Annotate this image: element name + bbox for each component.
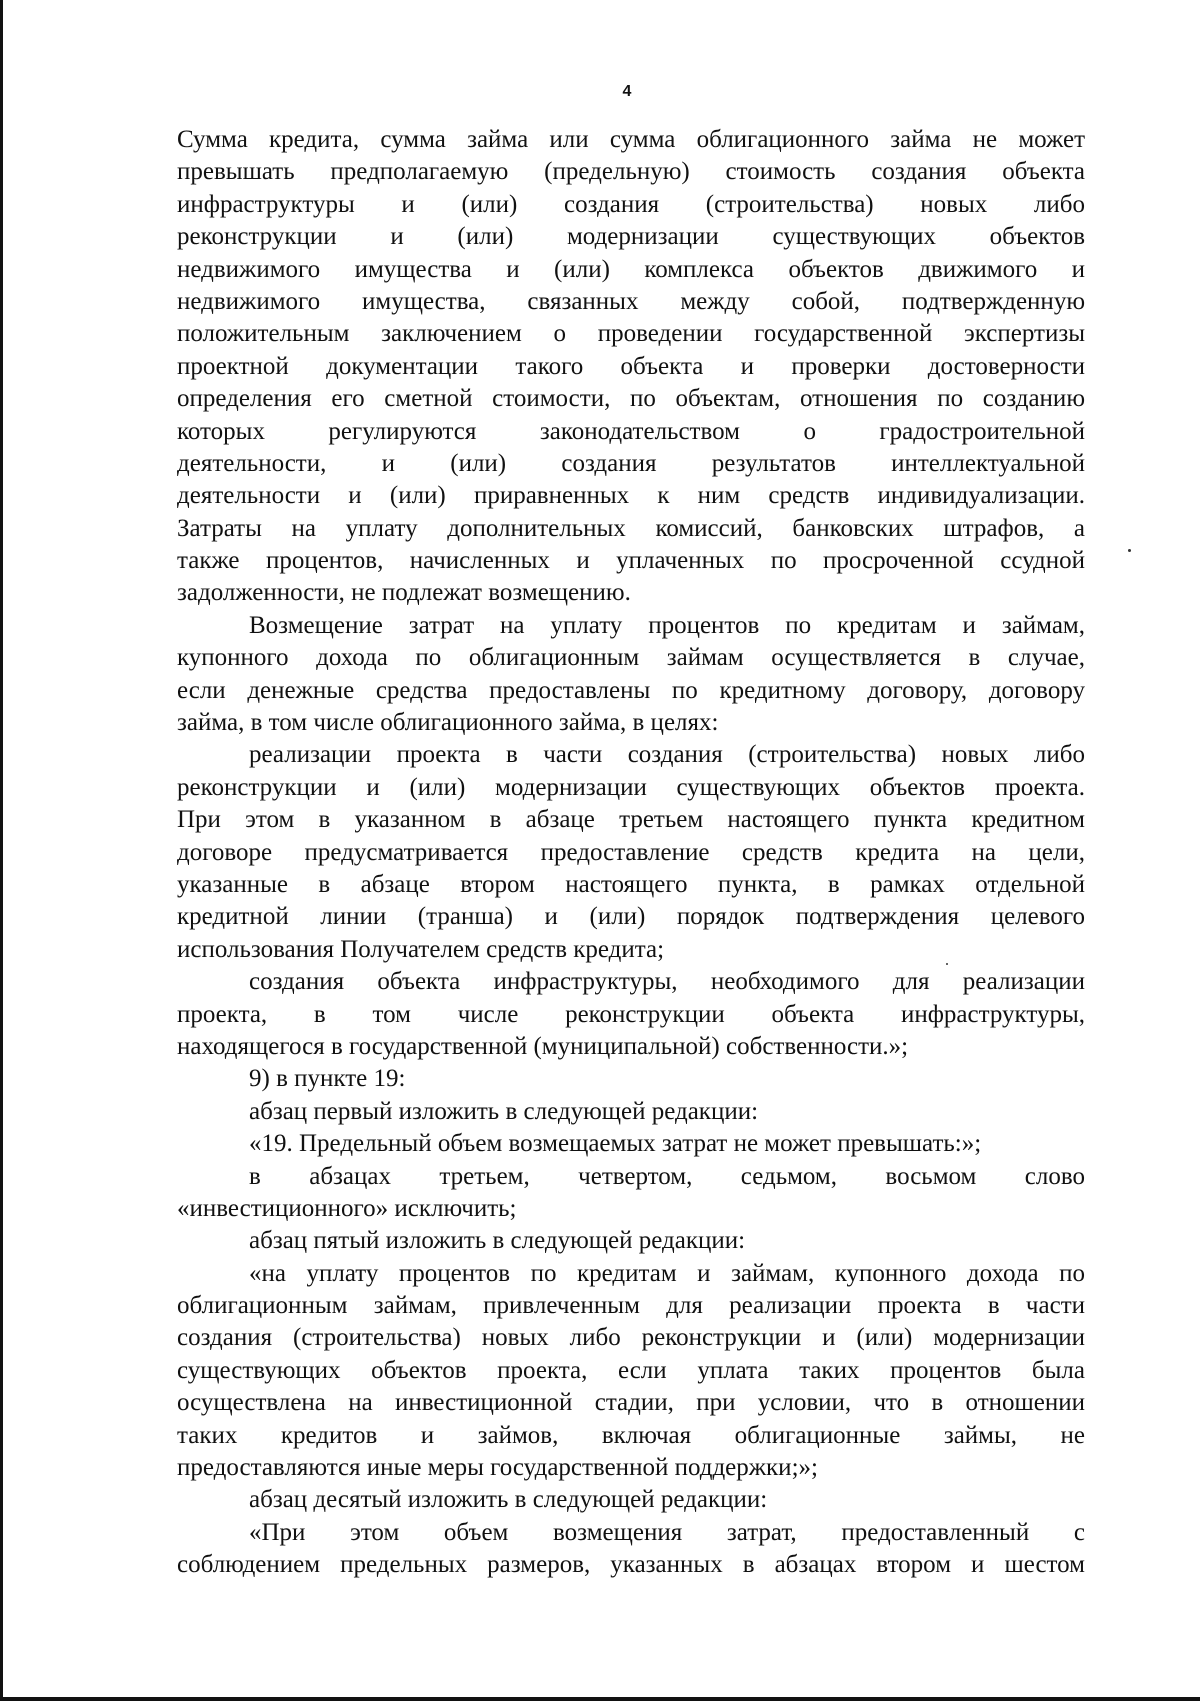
- text-line: абзац первый изложить в следующей редакции:: [249, 1097, 759, 1125]
- text-line: положительным заключением о проведении государственной экспертизы: [177, 320, 1085, 348]
- text-line: Возмещение затрат на уплату процентов по кредитам и займам,: [249, 611, 1085, 639]
- scan-speck: [1128, 549, 1131, 552]
- text-line: задолженности, не подлежат возмещению.: [177, 579, 631, 607]
- text-line: проекта, в том числе реконструкции объекта инфраструктуры,: [177, 1000, 1085, 1028]
- text-line: таких кредитов и займов, включая облигационные займы, не: [177, 1421, 1085, 1449]
- text-line: 9) в пункте 19:: [249, 1065, 406, 1093]
- text-line: недвижимого имущества, связанных между собой, подтвержденную: [177, 287, 1085, 315]
- text-line: Сумма кредита, сумма займа или сумма облигационного займа не может: [177, 126, 1085, 153]
- scan-left-edge: [0, 0, 3, 1701]
- text-line: также процентов, начисленных и уплаченных по просроченной ссудной: [177, 547, 1085, 575]
- text-line: «инвестиционного» исключить;: [177, 1194, 517, 1222]
- scan-bottom-edge: [0, 1697, 1200, 1701]
- text-line: абзац десятый изложить в следующей редакции:: [249, 1486, 768, 1514]
- text-line: абзац пятый изложить в следующей редакции:: [249, 1227, 746, 1255]
- text-line: которых регулируются законодательством о градостроительной: [177, 417, 1085, 445]
- text-line: использования Получателем средств кредита;: [177, 935, 665, 963]
- text-line: купонного дохода по облигационным займам осуществляется в случае,: [177, 644, 1085, 672]
- text-line: реализации проекта в части создания (строительства) новых либо: [249, 741, 1085, 769]
- text-line: проектной документации такого объекта и проверки достоверности: [177, 352, 1085, 380]
- text-line: договоре предусматривается предоставление средств кредита на цели,: [177, 838, 1085, 866]
- text-line: соблюдением предельных размеров, указанных в абзацах втором и шестом: [177, 1551, 1085, 1579]
- text-line: указанные в абзаце втором настоящего пункта, в рамках отдельной: [177, 870, 1085, 898]
- text-line: реконструкции и (или) модернизации существующих объектов: [177, 223, 1085, 251]
- text-line: инфраструктуры и (или) создания (строительства) новых либо: [177, 190, 1085, 218]
- text-line: Затраты на уплату дополнительных комиссий, банковских штрафов, а: [177, 514, 1085, 542]
- text-line: если денежные средства предоставлены по кредитному договору, договору: [177, 676, 1085, 704]
- text-line: находящегося в государственной (муниципальной) собственности.»;: [177, 1032, 909, 1060]
- text-line: деятельности, и (или) создания результатов интеллектуальной: [177, 449, 1085, 477]
- text-line: определения его сметной стоимости, по объектам, отношения по созданию: [177, 385, 1085, 413]
- text-line: создания объекта инфраструктуры, необходимого для реализации: [249, 968, 1085, 996]
- text-line: существующих объектов проекта, если уплата таких процентов была: [177, 1356, 1085, 1384]
- text-line: осуществлена на инвестиционной стадии, при условии, что в отношении: [177, 1389, 1085, 1417]
- text-line: «19. Предельный объем возмещаемых затрат не может превышать:»;: [249, 1130, 982, 1158]
- text-line: в абзацах третьем, четвертом, седьмом, восьмом слово: [249, 1162, 1085, 1190]
- document-body: [177, 124, 1085, 1582]
- text-line: недвижимого имущества и (или) комплекса объектов движимого и: [177, 255, 1085, 283]
- text-line: предоставляются иные меры государственной поддержки;»;: [177, 1454, 818, 1482]
- text-line: облигационным займам, привлеченным для реализации проекта в части: [177, 1292, 1085, 1320]
- page-number: 4: [622, 83, 632, 100]
- text-line: кредитной линии (транша) и (или) порядок подтверждения целевого: [177, 903, 1085, 931]
- text-line: При этом в указанном в абзаце третьем настоящего пункта кредитном: [177, 806, 1085, 834]
- text-line: «на уплату процентов по кредитам и займам, купонного дохода по: [249, 1259, 1085, 1287]
- text-line: «При этом объем возмещения затрат, предоставленный с: [249, 1518, 1085, 1546]
- text-line: создания (строительства) новых либо реконструкции и (или) модернизации: [177, 1324, 1085, 1352]
- text-line: превышать предполагаемую (предельную) стоимость создания объекта: [177, 158, 1085, 186]
- text-line: займа, в том числе облигационного займа, в целях:: [177, 709, 719, 737]
- text-line: реконструкции и (или) модернизации существующих объектов проекта.: [177, 773, 1085, 801]
- text-line: деятельности и (или) приравненных к ним средств индивидуализации.: [177, 482, 1085, 510]
